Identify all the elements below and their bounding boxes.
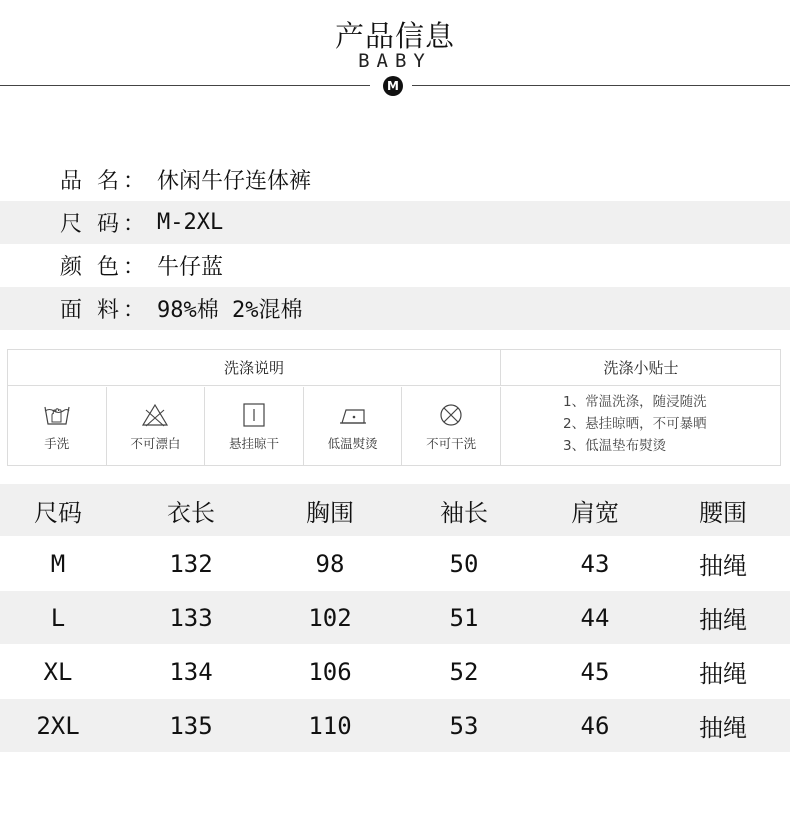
column-header: 衣长 [167,498,215,527]
product-info [0,158,790,330]
page-header [0,0,790,110]
column-header: 尺码 [34,498,82,527]
info-label: 尺 码： [60,212,149,237]
wash-label: 不可干洗 [426,435,477,451]
column-header: 袖长 [440,498,488,527]
size-table-header [0,484,790,536]
table-cell: 45 [580,657,610,686]
column-header: 腰围 [699,498,747,527]
table-cell: 46 [580,711,610,740]
wash-label: 低温熨烫 [327,435,378,451]
wash-cell-low-iron [304,387,403,466]
wash-tips-title: 洗涤小贴士 [501,350,781,386]
wash-label: 手洗 [44,435,70,451]
table-cell: L [50,603,66,632]
washing-table [7,349,781,466]
info-label: 面 料： [60,298,149,323]
low-iron-icon [338,402,368,428]
table-cell: 44 [580,603,610,632]
table-cell: 106 [308,657,352,686]
no-bleach-icon [140,402,170,428]
info-row-name [0,158,790,201]
wash-cell-hang-dry [205,387,304,466]
table-row [0,591,790,644]
table-cell: 2XL [36,711,80,740]
table-row [0,645,790,698]
table-cell: 134 [169,657,213,686]
table-cell: XL [43,657,73,686]
table-row [0,537,790,590]
hand-wash-icon [42,402,72,428]
wash-icon-row [8,387,501,466]
wash-instructions-title: 洗涤说明 [8,350,501,386]
table-cell: 抽绳 [699,552,747,580]
wash-tips [563,387,783,466]
table-cell: 抽绳 [699,660,747,688]
divider-right [412,85,790,86]
table-cell: 135 [169,711,213,740]
table-cell: 抽绳 [699,714,747,742]
divider-left [0,85,370,86]
column-header: 肩宽 [571,498,619,527]
wash-tip: 3、低温垫布熨烫 [563,438,667,454]
info-label: 颜 色： [60,255,149,280]
page-subtitle: BABY [358,50,432,72]
info-value: 98%棉 2%混棉 [157,298,303,323]
table-row [0,699,790,752]
wash-label: 悬挂晾干 [228,435,279,451]
wash-tip: 1、常温洗涤，随浸随洗 [563,394,707,410]
table-cell: 抽绳 [699,606,747,634]
info-row-color [0,244,790,287]
table-cell: 110 [308,711,352,740]
table-cell: 133 [169,603,213,632]
info-label: 品 名： [60,169,149,194]
table-cell: 53 [449,711,479,740]
table-cell: 132 [169,549,213,578]
size-table [0,484,790,753]
info-row-fabric [0,287,790,330]
no-dry-clean-icon [436,402,466,428]
wash-cell-hand-wash [8,387,107,466]
info-row-size [0,201,790,244]
table-cell: 51 [449,603,479,632]
wash-label: 不可漂白 [130,435,181,451]
table-cell: 50 [449,549,479,578]
info-value: 牛仔蓝 [157,255,224,280]
wash-cell-no-bleach [107,387,206,466]
wash-cell-no-dry-clean [402,387,500,466]
column-header: 胸围 [306,498,354,527]
table-cell: 52 [449,657,479,686]
table-cell: 102 [308,603,352,632]
info-value: 休闲牛仔连体裤 [157,169,312,194]
wash-tip: 2、悬挂晾晒，不可暴晒 [563,416,707,432]
table-cell: M [50,549,66,578]
info-value: M-2XL [157,210,224,235]
table-cell: 43 [580,549,610,578]
page-title: 产品信息 [334,19,455,53]
m-badge-icon: M [383,76,403,96]
hang-dry-icon [239,402,269,428]
table-cell: 98 [315,549,345,578]
